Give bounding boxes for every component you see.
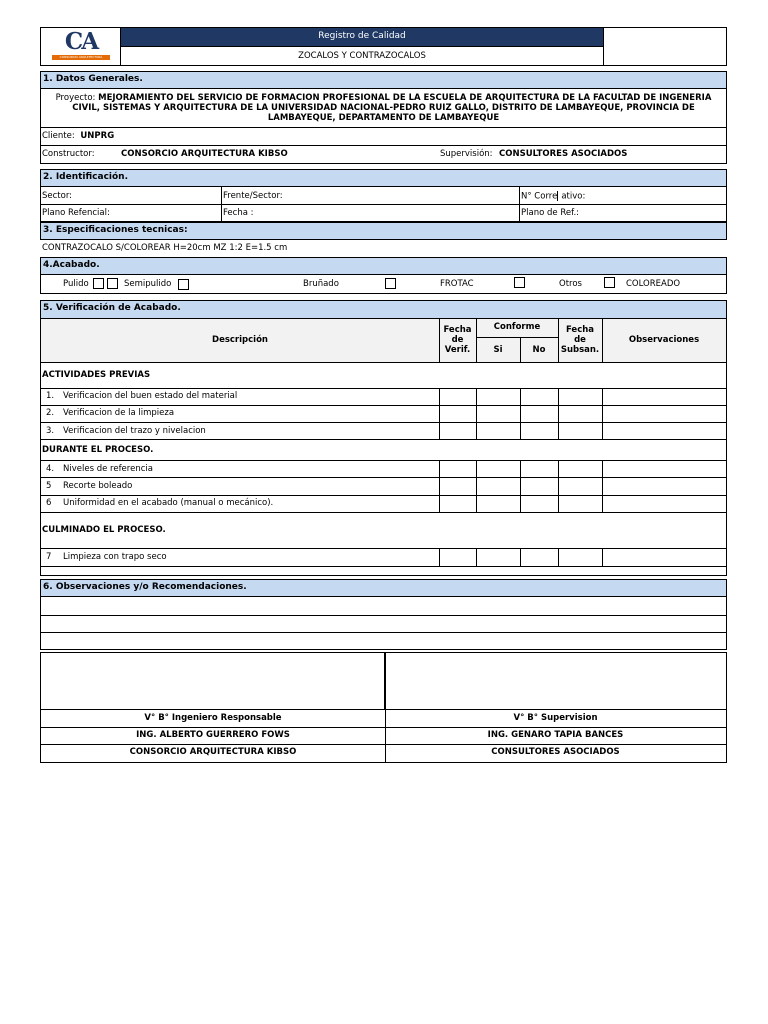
row-line — [40, 388, 727, 389]
item-row-4 — [46, 464, 153, 474]
row-col-line — [439, 388, 440, 439]
verification-header-bottom — [40, 362, 727, 363]
row-col-line — [520, 460, 521, 512]
item-num: 1. — [46, 391, 55, 401]
row-line — [40, 460, 727, 461]
col-header-conforme: Conforme — [493, 322, 541, 332]
col-header-si: Si — [493, 345, 503, 355]
row-col-line — [520, 548, 521, 566]
col-header-fecha-verif-1: Fecha — [443, 325, 472, 335]
item-row-1 — [46, 391, 237, 401]
row-line — [40, 439, 727, 440]
logo — [52, 30, 110, 63]
signature-row-line — [40, 727, 727, 728]
sector-label: Sector: — [42, 191, 73, 201]
signature-row-line — [40, 744, 727, 745]
row-col-line — [558, 388, 559, 439]
col-header-fecha-subs — [558, 325, 602, 355]
group-culminado-el-proceso: CULMINADO EL PROCESO. — [42, 525, 166, 535]
item-num: 5 — [46, 481, 52, 491]
col-header-fecha-verif-3: Verif. — [444, 345, 471, 355]
finish-brunado-checkbox[interactable] — [385, 278, 396, 289]
identification-col-1 — [221, 187, 222, 222]
project-line-3: LAMBAYEQUE, DEPARTAMENTO DE LAMBAYEQUE — [267, 113, 500, 123]
header-divider-right — [603, 27, 604, 66]
logo-mark: CA — [64, 28, 98, 55]
item-text: Verificacion del trazo y nivelacion — [63, 426, 206, 436]
observation-line — [40, 615, 727, 616]
section-general-heading: 1. Datos Generales. — [40, 71, 727, 89]
fecha-label: Fecha : — [223, 208, 254, 218]
frente-label: Frente/Sector: — [223, 191, 283, 201]
col-header-fecha-verif-2: de — [451, 335, 464, 345]
item-num: 7 — [46, 552, 52, 562]
correlativo-label — [521, 191, 585, 202]
row-col-line — [602, 548, 603, 566]
row-col-line — [558, 548, 559, 566]
project-line-2: CIVIL, SISTEMAS Y ARQUITECTURA DE LA UNIVERSIDAD NACIONAL-PEDRO RUIZ GALLO, DISTRITO DE LAMBAYEQUE, PROVINCIA DE — [72, 103, 695, 113]
signature-left-company: CONSORCIO ARQUITECTURA KIBSO — [129, 747, 297, 757]
supervision-value: CONSULTORES ASOCIADOS — [499, 149, 628, 159]
section-specs-heading: 3. Especificaciones tecnicas: — [40, 222, 727, 240]
row-line — [40, 422, 727, 423]
conforme-divider — [476, 337, 558, 338]
finish-frotac-checkbox[interactable] — [514, 277, 525, 288]
row-line — [40, 548, 727, 549]
finish-pulido-label: Pulido — [63, 279, 89, 289]
form-title: Registro de Calidad — [121, 28, 603, 46]
supervision-label: Supervisión: — [440, 149, 493, 159]
item-row-5 — [46, 481, 132, 491]
finish-otros-label: Otros — [559, 279, 582, 289]
identification-col-2 — [519, 187, 520, 222]
correlativo-label-b: ativo: — [561, 191, 586, 202]
constructor-label: Constructor: — [42, 149, 95, 159]
constructor-value: CONSORCIO ARQUITECTURA KIBSO — [121, 149, 288, 159]
item-row-3 — [46, 426, 206, 436]
item-text: Niveles de referencia — [63, 464, 153, 474]
col-header-descripcion: Descripción — [212, 335, 268, 345]
logo-subtext: CONSORCIO ARQUITECTURA — [59, 55, 103, 59]
row-col-line — [602, 460, 603, 512]
finish-pulido-checkbox[interactable] — [93, 278, 104, 289]
col-header-fecha-verif — [439, 325, 476, 355]
item-num: 2. — [46, 408, 55, 418]
col-header-fecha-subs-1: Fecha — [565, 325, 595, 335]
row-col-line — [439, 460, 440, 512]
item-text: Uniformidad en el acabado (manual o mecánico). — [63, 498, 274, 508]
item-num: 4. — [46, 464, 55, 474]
logo-band — [52, 55, 110, 60]
correlativo-label-a: N° Corre — [521, 191, 558, 202]
finish-otros-checkbox[interactable] — [604, 277, 615, 288]
signature-right-company: CONSULTORES ASOCIADOS — [491, 747, 620, 757]
project-label: Proyecto: — [55, 93, 96, 103]
observations-box — [40, 597, 727, 650]
row-line — [40, 477, 727, 478]
col-header-fecha-subs-3: Subsan. — [560, 345, 600, 355]
signature-right-title: V° B° Supervision — [513, 713, 598, 723]
col-header-fecha-subs-2: de — [574, 335, 586, 345]
item-row-2 — [46, 408, 174, 418]
item-text: Verificacion del buen estado del material — [63, 391, 238, 401]
client-row — [40, 128, 727, 146]
section-verification-heading: 5. Verificación de Acabado. — [40, 300, 727, 319]
observation-line — [40, 632, 727, 633]
signature-left-name: ING. ALBERTO GUERRERO FOWS — [136, 730, 290, 740]
section-identification-heading: 2. Identificación. — [40, 169, 727, 187]
row-col-line — [602, 388, 603, 439]
row-line — [40, 512, 727, 513]
form-subtitle: ZOCALOS Y CONTRAZOCALOS — [298, 51, 426, 61]
row-line — [40, 566, 727, 567]
item-text: Verificacion de la limpieza — [63, 408, 175, 418]
row-col-line — [476, 388, 477, 439]
finish-semipulido-checkbox[interactable] — [178, 279, 189, 290]
item-text: Limpieza con trapo seco — [63, 552, 167, 562]
row-col-line — [476, 460, 477, 512]
section-finish-heading: 4.Acabado. — [40, 257, 727, 275]
finish-frotac-label: FROTAC — [440, 279, 474, 289]
client-label: Cliente: — [42, 131, 75, 141]
row-col-line — [558, 460, 559, 512]
item-num: 6 — [46, 498, 52, 508]
group-actividades-previas: ACTIVIDADES PREVIAS — [42, 370, 151, 380]
signature-box-right — [385, 652, 727, 710]
col-header-no: No — [532, 345, 546, 355]
group-durante-el-proceso: DURANTE EL PROCESO. — [42, 445, 154, 455]
row-col-line — [439, 548, 440, 566]
signature-left-title: V° B° Ingeniero Responsable — [144, 713, 282, 723]
row-col-line — [476, 548, 477, 566]
item-num: 3. — [46, 426, 55, 436]
signature-box-left — [40, 652, 385, 710]
row-line — [40, 495, 727, 496]
item-row-6 — [46, 498, 273, 508]
signature-right-name: ING. GENARO TAPIA BANCES — [487, 730, 624, 740]
plano-label: Plano Refencial: — [42, 208, 110, 218]
row-col-line — [520, 388, 521, 439]
client-value: UNPRG — [80, 131, 115, 141]
identification-row-divider — [40, 204, 727, 205]
finish-semipulido-label: Semipulido — [124, 279, 172, 289]
item-text: Recorte boleado — [63, 481, 133, 491]
finish-coloreado-label: COLOREADO — [626, 279, 681, 289]
row-line — [40, 405, 727, 406]
section-observations-heading: 6. Observaciones y/o Recomendaciones. — [40, 579, 727, 597]
finish-brunado-label: Bruñado — [303, 279, 339, 289]
specs-text: CONTRAZOCALO S/COLOREAR H=20cm MZ 1:2 E=1.5 cm — [42, 243, 288, 253]
col-header-observaciones: Observaciones — [628, 335, 700, 345]
project-block — [42, 93, 725, 123]
plano-ref-label: Plano de Ref.: — [521, 208, 580, 218]
project-line-1: MEJORAMIENTO DEL SERVICIO DE FORMACION PROFESIONAL DE LA ESCUELA DE ARQUITECTURA DE LA FACULTAD DE INGENERIA — [98, 93, 712, 103]
finish-pulido-checkbox-2[interactable] — [107, 278, 118, 289]
item-row-7 — [46, 552, 167, 562]
client-field — [42, 131, 114, 141]
